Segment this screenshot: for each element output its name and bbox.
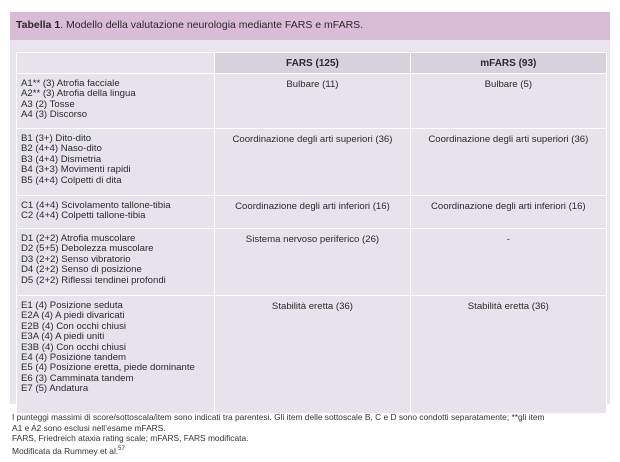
fars-table [16,52,607,414]
item-entry: E5 (4) Posizione eretta, piede dominante [21,362,195,374]
item-entry: E3B (4) Con occhi chiusi [21,341,127,353]
row-items [17,196,215,229]
row-items [17,74,215,129]
fars-value: Coordinazione degli arti superiori (36) [215,129,410,196]
item-entry: C2 (4+4) Colpetti tallone-tibia [21,210,146,222]
item-entry: E2A (4) A piedi divaricati [21,310,125,322]
item-entry: A2** (3) Atrofia della lingua [21,88,136,100]
item-entry: D1 (2+2) Atrofia muscolare [21,233,136,244]
item-entry: E1 (4) Posizione seduta [21,300,123,311]
fars-value: Sistema nervoso periferico (26) [215,229,410,296]
item-entry: A3 (2) Tosse [21,98,75,110]
mfars-value: Coordinazione degli arti superiori (36) [410,129,606,196]
header-fars: FARS (125) [215,53,410,74]
table-caption: . Modello della valutazione neurologia mediante FARS e mFARS. [60,19,364,31]
item-entry: E2B (4) Con occhi chiusi [21,320,127,332]
reference-number: 57 [118,445,125,452]
row-items [17,296,215,414]
table-row [17,129,607,196]
table-row [17,196,607,229]
fars-value: Bulbare (11) [215,74,410,129]
item-entry: E6 (3) Camminata tandem [21,372,134,384]
table-row [17,229,607,296]
item-entry: A4 (3) Discorso [21,109,88,121]
footnote-line: I punteggi massimi di score/sottoscala/item sono indicati tra parentesi. Gli item delle sottoscale B, C e D sono condotti separatamente; **gli item [12,412,545,422]
fars-value: Coordinazione degli arti inferiori (16) [215,196,410,229]
header-row [17,53,607,74]
table-number: Tabella 1 [16,19,61,31]
footnote-line: A1 e A2 sono esclusi nell’esame mFARS. [12,422,166,433]
footnote-line: FARS, Friedreich ataxia rating scale; mFARS, FARS modificata. [12,433,249,444]
footnote-source: Modificata da Rummey et al.$^{57}$ [12,445,125,456]
table-title [10,12,610,40]
item-entry: E4 (4) Posizione tandem [21,352,127,364]
item-entry: D2 (5+5) Debolezza muscolare [21,243,154,255]
mfars-value: Stabilità eretta (36) [410,296,606,414]
item-entry: B3 (4+4) Dismetria [21,153,102,165]
mfars-value: Coordinazione degli arti inferiori (16) [410,196,606,229]
header-items [17,53,215,74]
table-row [17,74,607,129]
header-mfars: mFARS (93) [410,53,606,74]
table-row [17,296,607,414]
item-entry: D4 (2+2) Senso di posizione [21,264,142,276]
item-entry: B5 (4+4) Colpetti di dita [21,174,122,186]
item-entry: E7 (5) Andatura [21,383,89,395]
item-entry: A1** (3) Atrofia facciale [21,78,120,89]
row-items [17,229,215,296]
mfars-value: - [410,229,606,296]
fars-value: Stabilità eretta (36) [215,296,410,414]
item-entry: D3 (2+2) Senso vibratorio [21,253,131,265]
item-entry: D5 (2+2) Riflessi tendinei profondi [21,274,166,286]
item-entry: C1 (4+4) Scivolamento tallone-tibia [21,200,171,211]
item-entry: E3A (4) A piedi uniti [21,331,105,343]
table-body [17,74,607,414]
item-entry: B1 (3+) Dito-dito [21,133,92,144]
mfars-value: Bulbare (5) [410,74,606,129]
item-entry: B2 (4+4) Naso-dito [21,143,102,155]
table-frame [10,12,610,404]
row-items [17,129,215,196]
footnotes [12,412,612,456]
item-entry: B4 (3+3) Movimenti rapidi [21,164,131,176]
